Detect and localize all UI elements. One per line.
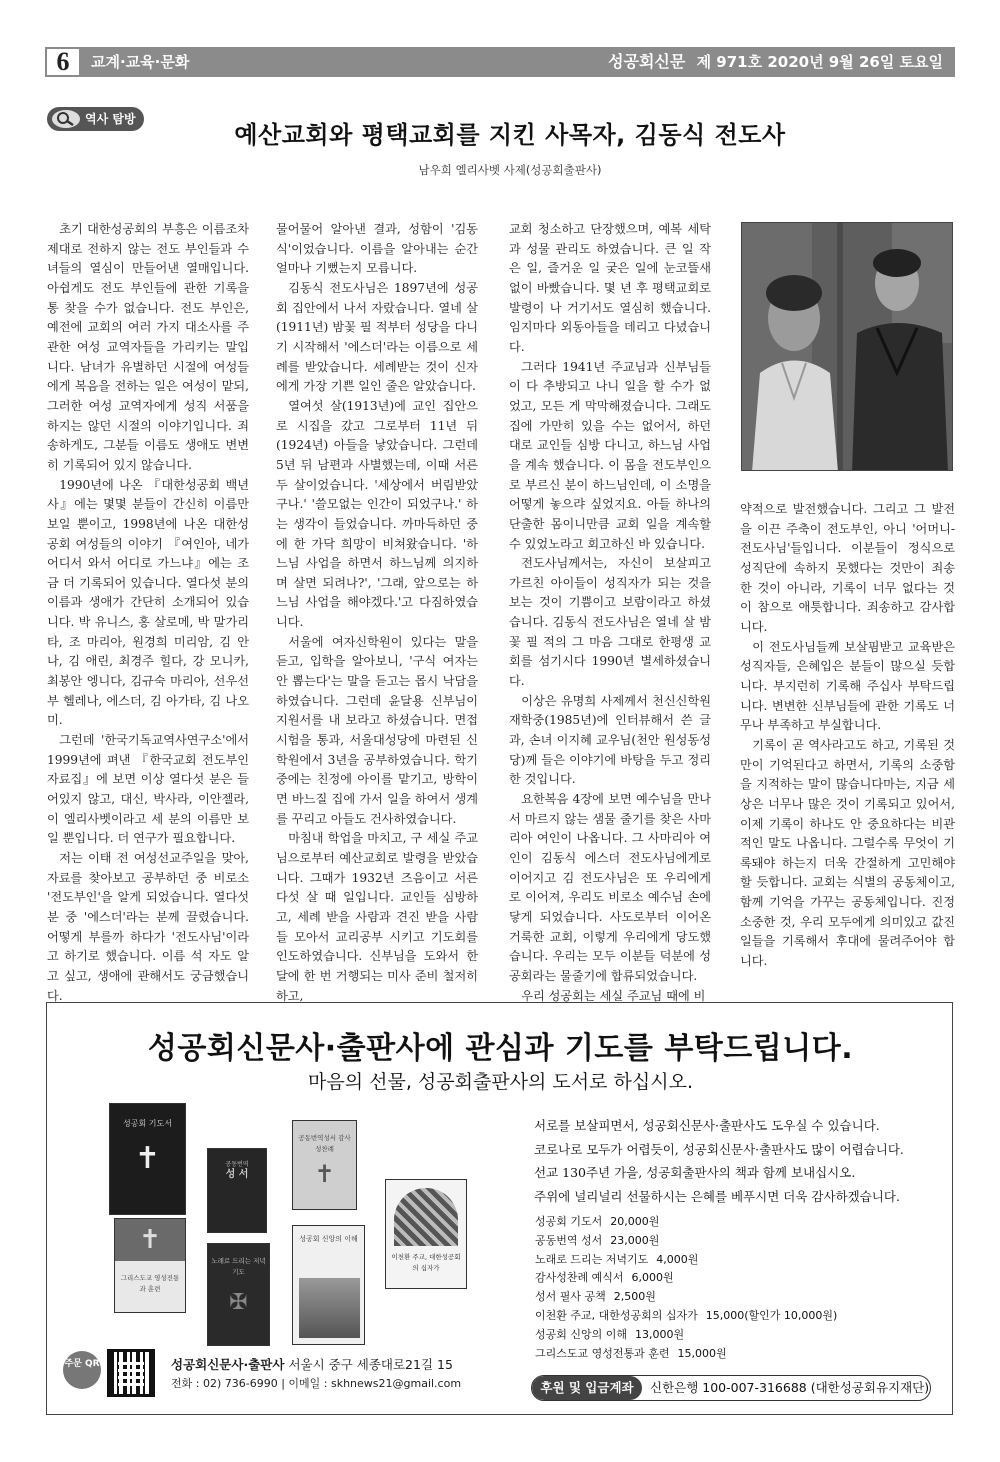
portrait-illustration [742,223,953,471]
cross-icon: ✝ [314,1160,335,1188]
ad-subtitle: 마음의 선물, 성공회출판사의 도서로 하십시오. [308,1071,693,1093]
church-illustration [299,1278,360,1338]
order-qr-label: 주문 QR [63,1351,101,1389]
book-price-list [535,1213,837,1363]
category-badge [47,107,144,131]
magnifier-icon [51,109,81,129]
ad-body [534,1114,904,1208]
article-paragraph: 약적으로 발전했습니다. 그리고 그 발전을 이끈 주축이 전도부인, 아니 '어머니-전도사님'들입니다. 이분들이 정식으로 성직단에 속하지 못했다는 것만이 죄송한 것이 아니라, 기록이 너무 없다는 것이 참으로 애틋합니다. 죄송하고 감사합니다. [740,502,955,634]
issue-date: 2020년 9월 26일 토요일 [767,53,943,71]
cross-icon: ✝ [139,1225,161,1255]
page-number: 6 [45,47,81,77]
price-item: 성공회 기도서 20,000원 [535,1215,660,1228]
company-address [171,1355,453,1373]
cover-title: 그리스도교 영성전통과 훈련 [120,1274,180,1293]
article-paragraph: 서울에 여자신학원이 있다는 말을 듣고, 입학을 알아보니, '구식 여자는 안 뽑는다'는 말을 듣고는 몹시 낙담을 하였습니다. 그런데 윤달용 신부님이 지원서를 내 보라고 하셨습니다. 면접시험을 통과, 서울대성당에 마련된 신학원에서 3년을 공부하였습니다. 학기 중에는 친정에 아이를 맡기고, 방학이면 바느질 집에 가서 일을 하여서 생계를 꾸리고 아들도 건사하였습니다. [276,634,478,826]
article-paragraph: 전도사님께서는, 자신이 보살피고 가르친 아이들이 성직자가 되는 것을 보는 것이 기쁨이고 보람이라고 하셨습니다. 김동식 전도사님은 열네 살 밤꽃 필 적의 그 마음 그대로 한평생 교회를 섬기시다 1990년 별세하셨습니다. [509,556,711,689]
book-cover-spirituality [114,1218,186,1313]
account-value: 신한은행 100-007-316688 (대한성공회유지재단) [650,1380,930,1395]
publication-info [608,47,943,77]
historical-portrait-photo [741,222,953,471]
price-item: 그리스도교 영성전통과 훈련 15,000원 [535,1346,727,1360]
price-item: 감사성찬례 예식서 6,000원 [535,1271,674,1285]
book-cover-bible [207,1148,267,1233]
issue-number: 제 971호 [696,53,763,71]
donation-account [531,1375,931,1401]
article-byline: 남우희 엘리사벳 사제(성공회출판사) [418,163,602,177]
price-item: 성서 필사 공책 2,500원 [535,1290,656,1304]
article-paragraph: 초기 대한성공회의 부흥은 이름조차 제대로 전하지 않는 전도 부인들과 수녀들의 열심이 만들어낸 열매입니다. 아쉽게도 전도 부인들에 관한 기록을 통 찾을 수가 없습니다. 전도 부인은, 예전에 교회의 여러 가지 대소사를 주관한 여성 교역자들을 가리키는 말입니다. 남녀가 유별하던 시절에 여성들에게 복음을 전하는 일은 여성이 맡되, 그러한 여성 교역자에게 성직 서품을 하지는 않던 시절의 이야기입니다. 죄송하게도, 그분들 이름도 생애도 변변히 기록되어 있지 않습니다. [47,222,249,472]
ad-body-line: 서로를 보살피면서, 성공회신문사·출판사도 도우실 수 있습니다. [534,1118,880,1133]
article-column-2 [276,220,478,1006]
contact-line: 전화 : 02) 736-6990 | 이메일 : skhnews21@gmail.com [171,1377,462,1390]
article-paragraph: 기록이 곧 역사라고도 하고, 기록된 것만이 기억된다고 하면서, 기록의 소중함을 지적하는 말이 많습니다마는, 지금 세상은 너무나 많은 것이 기록되고 있어서, 이제 기록이 하나도 안 중요하다는 비관적인 말도 나옵니다. 그럴수록 무엇이 기록돼야 하는지 더욱 간절하게 고민해야 할 듯합니다. 교회는 식별의 공동체이고, 함께 기억을 가꾸는 공동체입니다. 진정 소중한 것, 우리 모두에게 의미있고 값진 일들을 기록해서 후대에 물려주어야 합니다. [740,737,955,969]
article-paragraph: 김동식 전도사님은 1897년에 성공회 집안에서 나서 자랐습니다. 열네 살(1911년) 밤꽃 필 적부터 성당을 다니기 시작해서 '에스더'라는 이름으로 세례를 받았습니다. 세례받는 것이 신자에게 가장 기쁜 일인 줄은 알았습니다. [276,280,478,394]
cover-subtitle: 공동번역 [225,1161,249,1168]
article-column-1 [47,220,249,1006]
section-name: 교계·교육·문화 [91,53,190,71]
masthead [45,47,955,77]
cover-title: 성 서 [225,1169,249,1180]
ad-body-line: 선교 130주년 가을, 성공회출판사의 책과 함께 보내십시오. [534,1165,856,1180]
article-paragraph: 물어물어 알아낸 결과, 성함이 '김동식'이었습니다. 이름을 알아내는 순간 얼마나 기뻤는지 모릅니다. [276,222,478,276]
article-column-3 [509,220,711,1006]
article-paragraph: 교회 청소하고 단장했으며, 예복 세탁과 성물 관리도 하였습니다. 큰 일 작은 일, 즐거운 일 궂은 일에 눈코뜰새없이 바빴습니다. 몇 년 후 평택교회로 발령이 나 거기서도 열심히 했습니다. 임지마다 외동아들을 데리고 다녔습니다. [509,222,711,354]
book-cover-faith [292,1225,365,1345]
article-paragraph: 열여섯 살(1913년)에 교인 집안으로 시집을 갔고 그로부터 11년 뒤(1924년) 아들을 낳았습니다. 그런데 5년 뒤 남편과 사별했는데, 이때 서른두 살이었습니다. '세상에서 버림받았구나.' '쓸모없는 인간이 되었구나.' 하는 생각이 들었습니다. 까마득하던 중에 한 가닥 희망이 비쳐왔습니다. '하느님 사업을 하면서 하느님께 의지하며 살면 되려나?', '그래, 앞으로는 하느님 사업을 해야겠다.'고 다짐하였습니다. [276,398,478,630]
qr-code-icon[interactable] [107,1349,155,1397]
article-paragraph: 저는 이태 전 여성선교주일을 맞아, 자료를 찾아보고 공부하던 중 비로소 '전도부인'을 알게 되었습니다. 열다섯 분 중 '에스더'라는 분께 끌렸습니다. 어떻게 부를까 하다가 '전도사님'이라고 하기로 했습니다. 이름 석 자도 알고 싶고, 생애에 관해서도 궁금했습니다. [47,851,249,1003]
ad-body-line: 주위에 널리널리 선물하시는 은혜를 베푸시면 더욱 감사하겠습니다. [534,1188,900,1204]
cover-title: 노래로 드리는 저녁기도 [211,1257,266,1276]
company-name: 성공회신문사·출판사 [171,1357,285,1372]
cover-title: 공동번역성서 감사성찬례 [298,1134,351,1153]
article-paragraph: 그런데 '한국기독교역사연구소'에서 1999년에 펴낸 『한국교회 전도부인 자료집』에 보면 이상 열다섯 분은 들어있지 않고, 대신, 박사라, 이안젤라, 이 엘리사벳이라고 세 분의 이름만 보일 뿐입니다. 더 연구가 필요합니다. [47,733,249,846]
article-paragraph: 이 전도사님들께 보살핌받고 교육받은 성직자들, 은혜입은 분들이 많으실 듯합니다. 부지런히 기록해 주십사 부탁드립니다. 변변한 신부님들에 관한 기록도 너무나 부족하고 부실합니다. [740,639,955,733]
cover-title: 성공회 기도서 [123,1119,172,1128]
advertisement-box [46,1002,953,1415]
article-paragraph: 우리 성공회는 세실 주교님 때에 비 [521,988,706,1003]
article-paragraph: 마침내 학업을 마치고, 구 세실 주교님으로부터 예산교회로 발령을 받았습니다. 그때가 1932년 즈음이고 서른다섯 살 때 일입니다. 교인들 심방하고, 세례 받을 사람과 견진 받을 사람들 모아서 교리공부 시키고 기도회를 인도하였습니다. 신부님을 도와서 한 달에 한 번 거행되는 미사 준비 철저히 하고, [276,831,478,1003]
article-paragraph: 1990년에 나온 『대한성공회 백년사』에는 몇몇 분들이 간신히 이름만 보일 뿐이고, 1998년에 나온 대한성공회 여성들의 이야기 『여인아, 네가 어디서 와서 어디로 가느냐』에는 조금 더 기록되어 있습니다. 열다섯 분의 이름과 생애가 간단히 소개되어 있습니다. 박 유니스, 홍 살로메, 박 말가리타, 조 마리아, 원경희 미리암, 김 안나, 김 애린, 최경주 힐다, 강 모니카, 최봉안 엥니다, 김규숙 마리아, 선우선부 헬레나, 에스더, 김 아가타, 김 나오미. [47,477,249,728]
price-item: 이천환 주교, 대한성공회의 십자가 15,000(할인가 10,000원) [535,1308,838,1322]
publication-name: 성공회신문 [608,52,686,71]
article-column-4 [740,500,955,972]
cross-icon: ✝ [134,1141,161,1176]
account-label: 후원 및 입금계좌 [532,1376,642,1400]
cover-title: 성공회 신앙의 이해 [299,1235,358,1243]
article-paragraph: 요한복음 4장에 보면 예수님을 만나서 마르지 않는 샘물 줄기를 찾은 사마리아 여인이 나옵니다. 그 사마리아 여인이 김동식 에스더 전도사님에게로 이어지고 김 전도사님은 또 우리에게로 이어져, 우리도 비로소 예수님 손에 닿게 되었습니다. 사도로부터 이어온 거룩한 교회, 이렇게 우리에게 당도했습니다. 우리는 모두 이분들 덕분에 성공회라는 물줄기에 합류되었습니다. [509,792,711,983]
address: 서울시 중구 세종대로21길 15 [288,1357,453,1372]
ad-body-line: 코로나로 모두가 어렵듯이, 성공회신문사·출판사도 많이 어렵습니다. [534,1141,904,1157]
order-info [63,1349,503,1405]
cover-title: 이천환 주교, 대한성공회의 십자가 [391,1253,461,1272]
article-paragraph: 이상은 유명희 사제께서 천신신학원 재학중(1985년)에 인터뷰해서 쓴 글과, 손녀 이지혜 교우님(천안 원성동성당)께 들은 이야기에 바탕을 두고 정리한 것입니다. [509,693,711,787]
book-cover-evening-prayer [207,1243,270,1346]
book-cover-cross [385,1179,467,1289]
article-paragraph: 그러다 1941년 주교님과 신부님들이 다 추방되고 나니 일을 할 수가 없었고, 모든 게 막막해졌습니다. 그래도 집에 가만히 있을 수는 없어서, 하던 대로 교인들 심방 다니고, 하느님 사업을 계속 했습니다. 이 몸을 전도부인으로 부르신 분이 하느님인데, 이 소명을 어떻게 놓으랴 싶었지요. 아들 하나의 단출한 몸이니만큼 교회 일을 계속할 수 있었노라고 회고하신 바 있습니다. [509,359,711,551]
book-cover-eucharist [292,1120,357,1210]
price-item: 성공회 신앙의 이해 13,000원 [535,1327,685,1341]
badge-label: 역사 탐방 [85,112,136,126]
price-item: 노래로 드리는 저녁기도 4,000원 [535,1252,699,1266]
price-item: 공동번역 성서 23,000원 [535,1233,660,1247]
stained-glass-illustration [394,1188,458,1246]
cross-icon: ✠ [229,1290,248,1315]
book-cover-prayer-book [109,1103,186,1215]
ad-title: 성공회신문사·출판사에 관심과 기도를 부탁드립니다. [147,1031,854,1066]
article-headline: 예산교회와 평택교회를 지킨 사목자, 김동식 전도사 [234,121,786,149]
